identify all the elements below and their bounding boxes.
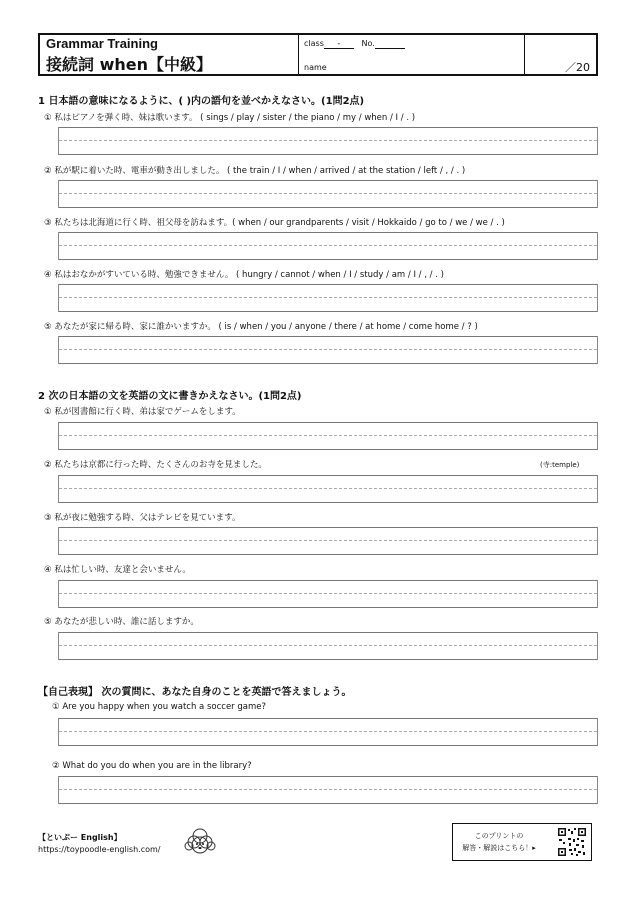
s2-question-2 (44, 458, 267, 470)
question-number: ④ (44, 565, 52, 575)
s1-answer-area-4[interactable] (58, 284, 598, 312)
course-label: Grammar Training (46, 36, 158, 51)
s1-answer-area-5[interactable] (58, 336, 598, 364)
question-number: ⑤ (44, 322, 52, 332)
question-number: ③ (44, 513, 52, 523)
s3-answer-area-2[interactable] (58, 776, 598, 804)
qr-code-icon[interactable] (557, 827, 587, 857)
question-number: ④ (44, 270, 52, 280)
answer-link-text (459, 830, 539, 854)
s2-question-1 (44, 405, 241, 417)
s2-answer-area-4[interactable] (58, 580, 598, 608)
answer-text-line-1: このプリントの (474, 832, 524, 840)
question-text: 私は忙しい時、友達と会いません。 (54, 565, 191, 575)
s1-answer-area-1[interactable] (58, 127, 598, 155)
class-separator: - (337, 39, 341, 48)
score-cell (524, 35, 596, 74)
hint-temple: (寺:temple) (540, 461, 580, 469)
student-info-cell (298, 35, 525, 74)
s3-answer-area-1[interactable] (58, 718, 598, 746)
s2-answer-area-1[interactable] (58, 422, 598, 450)
name-label: name (304, 63, 327, 72)
question-number: ② (52, 761, 60, 771)
section1-heading: 1 日本語の意味になるように、( )内の語句を並べかえなさい。(1問2点) (38, 96, 365, 107)
worksheet-title: 接続詞 when【中級】 (46, 55, 212, 74)
section3-heading: 【自己表現】 次の質問に、あなた自身のことを英語で答えましょう。 (38, 687, 352, 698)
question-text: 私たちは京都に行った時、たくさんのお寺を見ました。 (54, 460, 267, 470)
answer-link-box[interactable] (452, 823, 592, 861)
question-text: 私はおなかがすいている時、勉強できません。 ( hungry / cannot / when / I / study / am / I / , / . ) (54, 270, 444, 280)
question-text: 私が図書館に行く時、弟は家でゲームをします。 (54, 407, 241, 417)
question-number: ② (44, 166, 52, 176)
class-number-line (304, 39, 405, 49)
question-number: ① (44, 407, 52, 417)
brand-name: 【といぷー English】 (38, 833, 122, 842)
class-label: class (304, 39, 324, 48)
s1-answer-area-2[interactable] (58, 180, 598, 208)
question-text: What do you do when you are in the library? (62, 761, 252, 771)
question-number: ① (52, 702, 60, 712)
class-field[interactable] (324, 39, 354, 49)
s2-answer-area-5[interactable] (58, 632, 598, 660)
s2-question-5 (44, 615, 199, 627)
s2-answer-area-3[interactable] (58, 527, 598, 555)
question-number: ⑤ (44, 617, 52, 627)
question-text: 私はピアノを弾く時、妹は歌います。 ( sings / play / sister / the piano / my / when / I / . ) (54, 113, 416, 123)
question-text: 私が夜に勉強する時、父はテレビを見ています。 (54, 513, 241, 523)
s1-question-3 (44, 216, 505, 228)
question-text: 私たちは北海道に行く時、祖父母を訪ねます。( when / our grandparents / visit / Hokkaido / go to / we / we / . ) (54, 218, 505, 228)
s1-question-4 (44, 268, 444, 280)
question-number: ③ (44, 218, 52, 228)
question-number: ② (44, 460, 52, 470)
question-text: 私が駅に着いた時、電車が動き出しました。 ( the train / I / when / arrived / at the station / left / , / . ) (54, 166, 466, 176)
s3-question-1 (52, 702, 266, 712)
s1-question-2 (44, 164, 465, 176)
poodle-mascot-icon (180, 826, 220, 858)
number-field[interactable] (375, 39, 405, 49)
s1-question-5 (44, 320, 478, 332)
s2-question-4 (44, 563, 191, 575)
number-label: No. (361, 39, 375, 48)
s1-answer-area-3[interactable] (58, 232, 598, 260)
section2-heading: 2 次の日本語の文を英語の文に書きかえなさい。(1問2点) (38, 391, 302, 402)
answer-text-line-2: 解答・解説はこちら！▸ (462, 844, 536, 852)
question-number: ① (44, 113, 52, 123)
header-box (38, 33, 598, 76)
title-cell (40, 35, 299, 74)
s2-question-3 (44, 511, 240, 523)
score-total: ／20 (565, 61, 590, 74)
question-text: あなたが家に帰る時、家に誰かいますか。 ( is / when / you / anyone / there / at home / come home / ? ) (54, 322, 478, 332)
s1-question-1 (44, 111, 415, 123)
s2-answer-area-2[interactable] (58, 475, 598, 503)
site-url-link[interactable]: https://toypoodle-english.com/ (38, 845, 161, 854)
question-text: Are you happy when you watch a soccer game? (62, 702, 266, 712)
question-text: あなたが悲しい時、誰に話しますか。 (54, 617, 199, 627)
s3-question-2 (52, 761, 252, 771)
